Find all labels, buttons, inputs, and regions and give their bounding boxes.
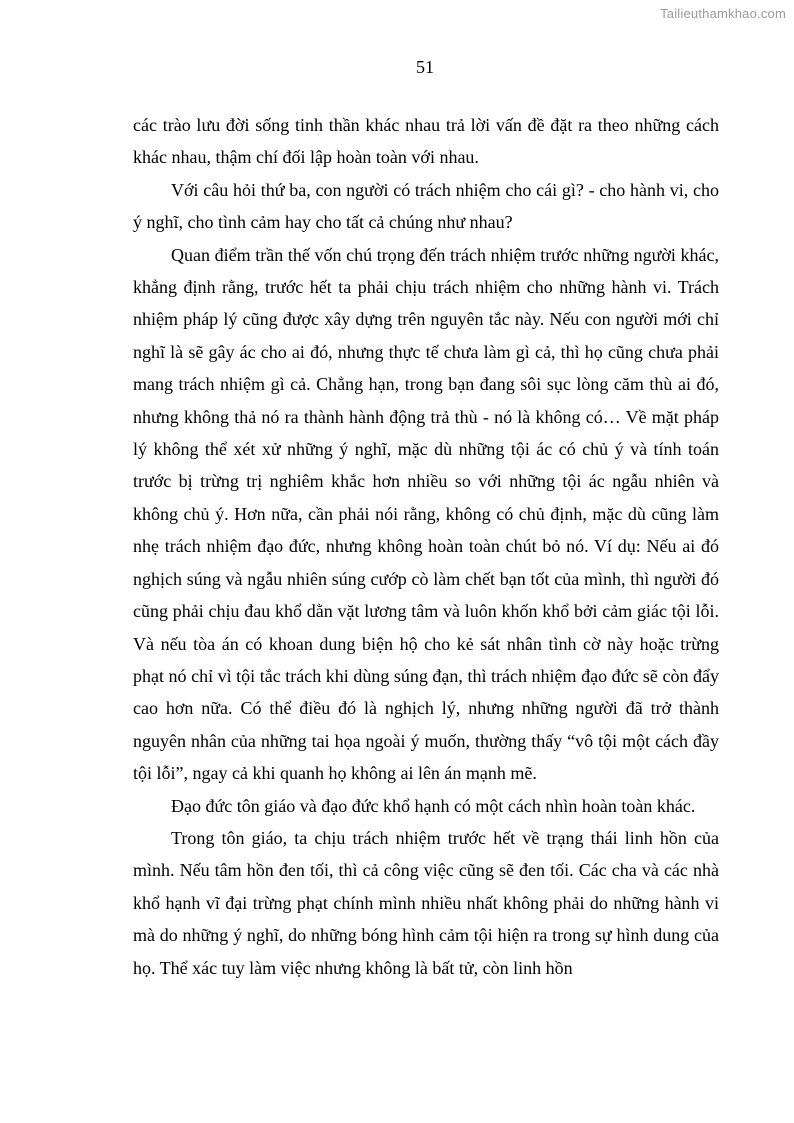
paragraph-4: Đạo đức tôn giáo và đạo đức khổ hạnh có một cách nhìn hoàn toàn khác. — [171, 795, 696, 816]
paragraph-1: các trào lưu đời sống tinh thần khác nhau trả lời vấn đề đặt ra theo những cách khác nhau, thậm chí đối lập hoàn toàn với nhau. — [133, 115, 719, 168]
paragraph-3: Quan điểm trần thế vốn chú trọng đến trách nhiệm trước những người khác, khẳng định rằng, trước hết ta phải chịu trách nhiệm cho những hành vi. Trách nhiệm pháp lý cũng được xây dựng trên nguyên tắc này. Nếu con người mới chỉ nghĩ là sẽ gây ác cho ai đó, nhưng thực tế chưa làm gì cả, thì họ cũng chưa phải mang trách nhiệm gì cả. Chẳng hạn, trong bạn đang sôi sục lòng căm thù ai đó, nhưng không thả nó ra thành hành động trả thù - nó là không có… Về mặt pháp lý không thể xét xử những ý nghĩ, mặc dù những tội ác có chủ ý và tính toán trước bị trừng trị nghiêm khắc hơn nhiều so với những tội ác ngẫu nhiên và không chủ ý. Hơn nữa, cần phải nói rằng, không có chủ định, mặc dù cũng làm nhẹ trách nhiệm đạo đức, nhưng không hoàn toàn chút bỏ nó. Ví dụ: Nếu ai đó nghịch súng và ngẫu nhiên súng cướp cò làm chết bạn tốt của mình, thì người đó cũng phải chịu đau khổ dằn vặt lương tâm và luôn khốn khổ bởi cảm giác tội lỗi. Và nếu tòa án có khoan dung biện hộ cho kẻ sát nhân tình cờ này hoặc trừng phạt nó chỉ vì tội tắc trách khi dùng súng đạn, thì trách nhiệm đạo đức sẽ còn đẩy cao hơn nữa. Có thể điều đó là nghịch lý, nhưng những người đã trở thành nguyên nhân của những tai họa ngoài ý muốn, thường thấy “vô tội một cách đầy tội lỗi”, ngay cả khi quanh họ không ai lên án mạnh mẽ. — [133, 244, 719, 784]
paragraph-5: Trong tôn giáo, ta chịu trách nhiệm trước hết về trạng thái linh hồn của mình. Nếu tâm hồn đen tối, thì cả công việc cũng sẽ đen tối. Các cha và các nhà khổ hạnh vĩ đại trừng phạt chính mình nhiều nhất không phải do những hành vi mà do những ý nghĩ, do những bóng hình cảm tội hiện ra trong sự hình dung của họ. Thể xác tuy làm việc nhưng không là bất tử, còn linh hồn — [133, 827, 719, 978]
page-number: 51 — [416, 57, 434, 77]
body-text — [133, 109, 719, 984]
watermark: Tailieuthamkhao.com — [660, 6, 786, 21]
paragraph-2: Với câu hỏi thứ ba, con người có trách nhiệm cho cái gì? - cho hành vi, cho ý nghĩ, cho tình cảm hay cho tất cả chúng như nhau? — [133, 179, 719, 233]
